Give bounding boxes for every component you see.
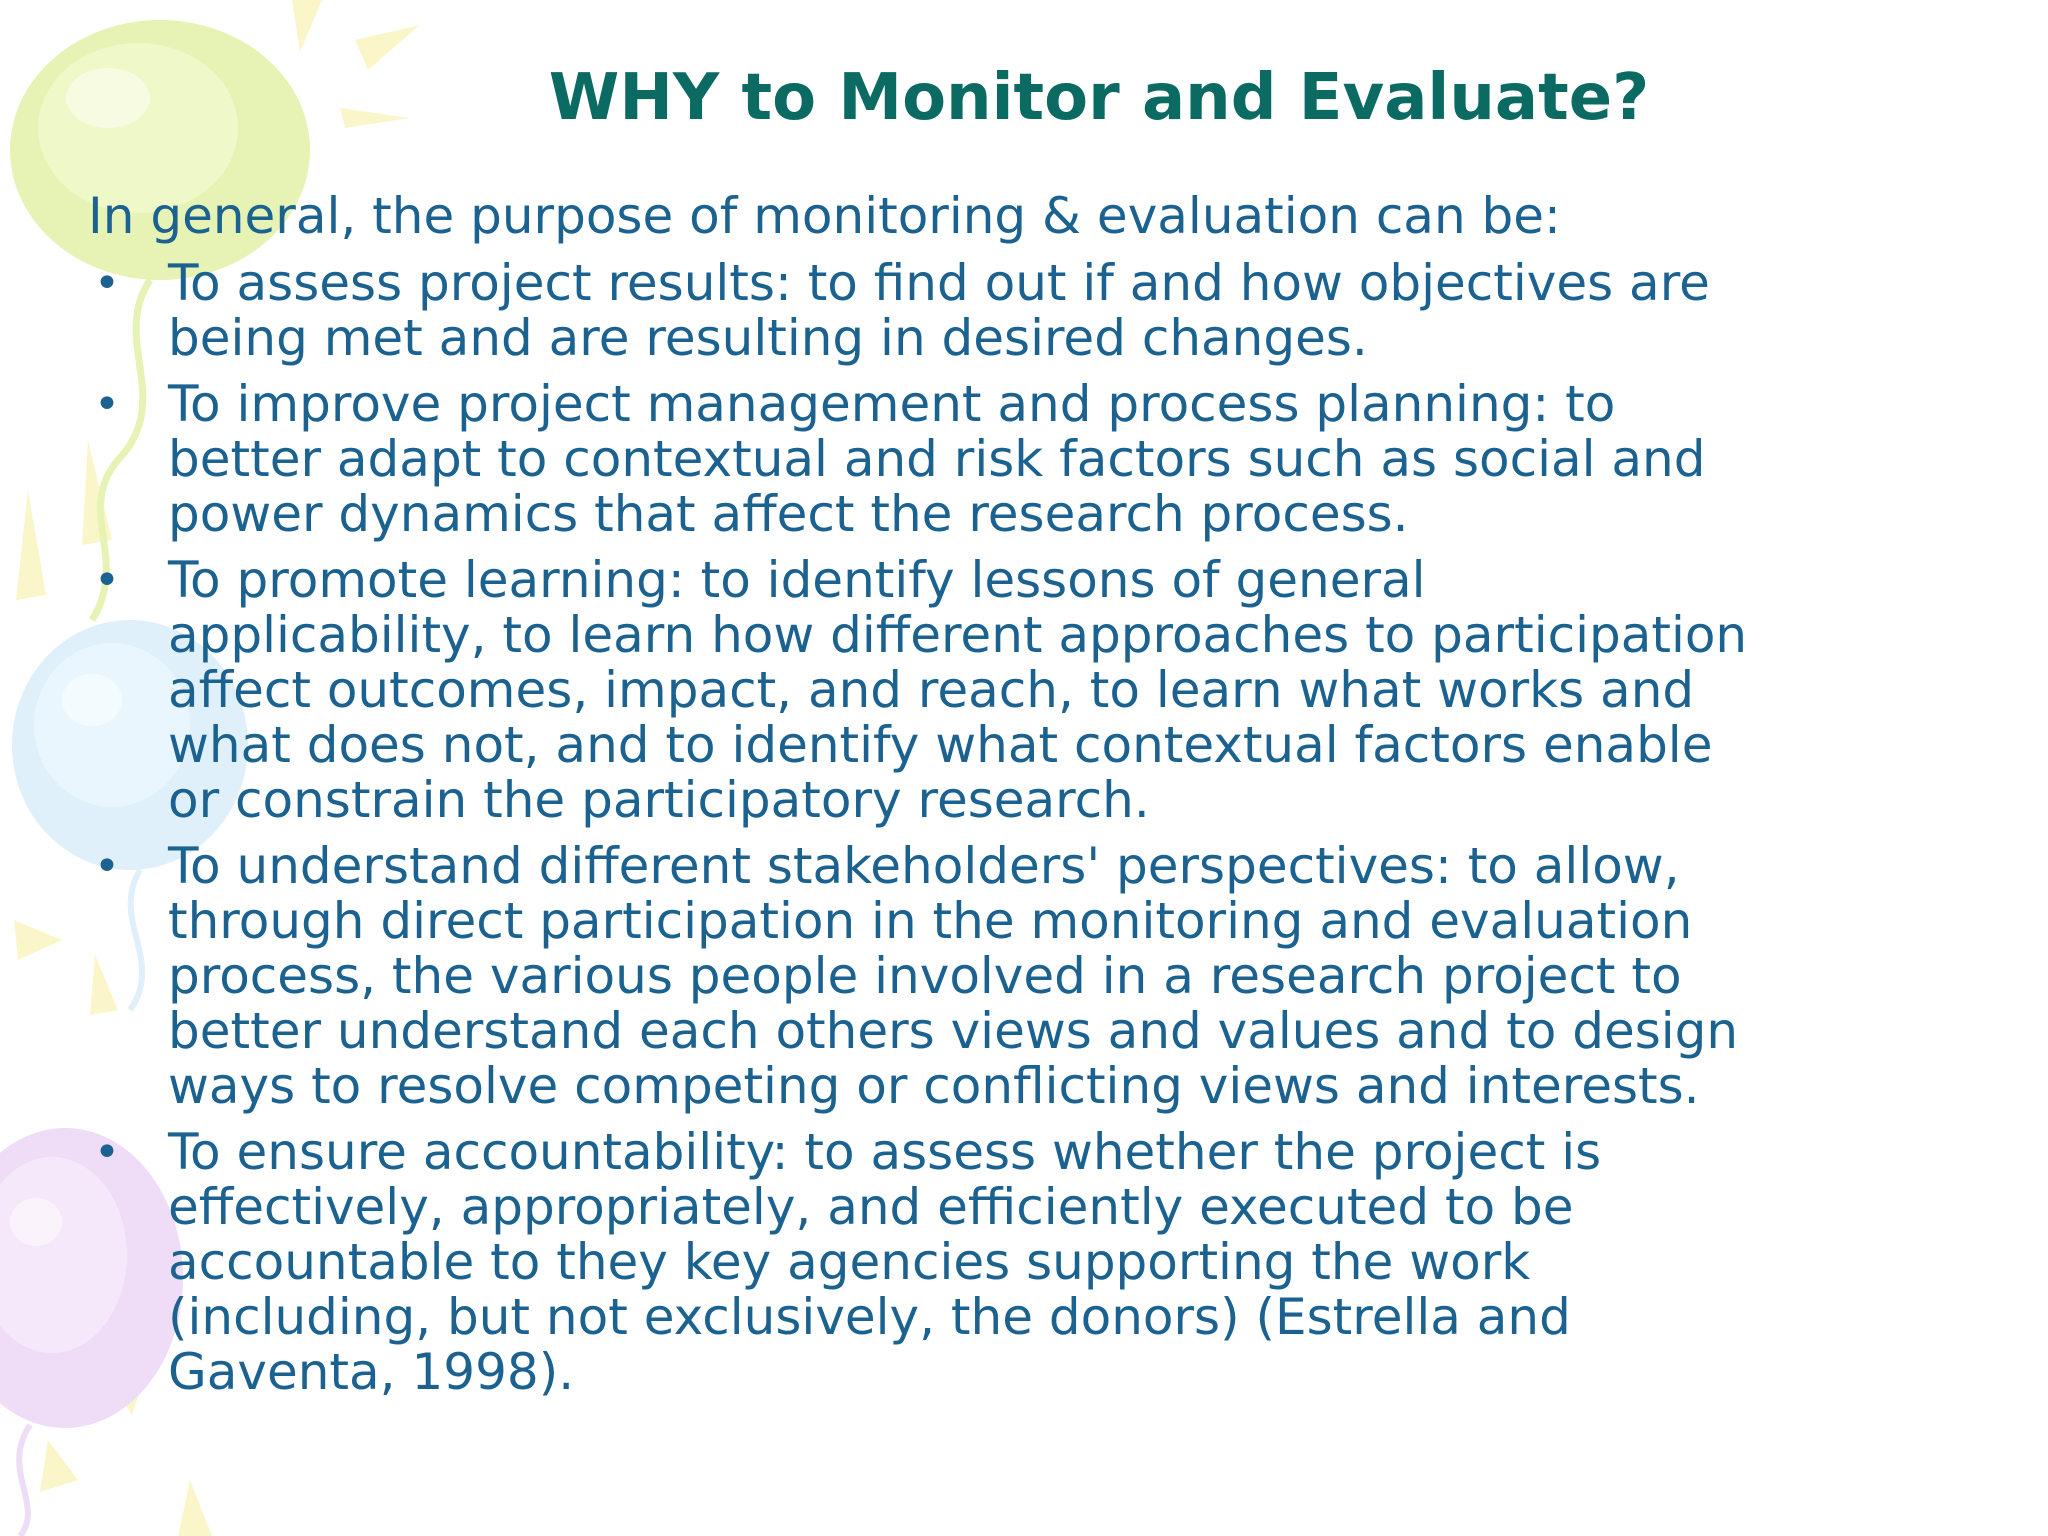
bullet-item — [88, 256, 2018, 366]
bullet-item — [88, 1125, 2018, 1400]
bullet-text-line: (including, but not exclusively, the donors) (Estrella and — [168, 1288, 1571, 1346]
bullet-text-line: or constrain the participatory research. — [168, 771, 1150, 829]
bullet-text-line: process, the various people involved in a research project to — [168, 947, 1682, 1005]
bullet-text-line: To ensure accountability: to assess whether the project is — [168, 1123, 1602, 1181]
bullet-marker: • — [94, 555, 120, 606]
bullet-text-line: Gaventa, 1998). — [168, 1343, 575, 1401]
bullet-text-line: To assess project results: to find out if and how objectives are — [168, 254, 1710, 312]
bullet-text-line: affect outcomes, impact, and reach, to learn what works and — [168, 661, 1695, 719]
bullet-marker: • — [94, 258, 120, 309]
bullet-text-line: To understand different stakeholders' perspectives: to allow, — [168, 837, 1680, 895]
slide-title: WHY to Monitor and Evaluate? — [548, 61, 1650, 135]
bullet-text-line: accountable to they key agencies supporting the work — [168, 1233, 1531, 1291]
bullet-text-line: better understand each others views and values and to design — [168, 1002, 1739, 1060]
bullet-text-line: To improve project management and process planning: to — [168, 375, 1616, 433]
bullet-text-line: effectively, appropriately, and efficiently executed to be — [168, 1178, 1574, 1236]
bullet-item — [88, 377, 2018, 542]
bullet-list — [88, 256, 2018, 1400]
bullet-item — [88, 839, 2018, 1114]
bullet-marker: • — [94, 1127, 120, 1178]
bullet-text-line: applicability, to learn how different approaches to participation — [168, 606, 1748, 664]
bullet-text-line: power dynamics that affect the research process. — [168, 485, 1409, 543]
bullet-marker: • — [94, 841, 120, 892]
intro-text: In general, the purpose of monitoring & evaluation can be: — [88, 187, 1561, 245]
bullet-text-line: being met and are resulting in desired changes. — [168, 309, 1368, 367]
bullet-text-line: To promote learning: to identify lessons of general — [168, 551, 1426, 609]
bullet-text-line: better adapt to contextual and risk factors such as social and — [168, 430, 1706, 488]
bullet-text-line: what does not, and to identify what contextual factors enable — [168, 716, 1713, 774]
slide-body — [88, 186, 2018, 1411]
bullet-text-line: through direct participation in the monitoring and evaluation — [168, 892, 1693, 950]
bullet-text-line: ways to resolve competing or conflicting views and interests. — [168, 1057, 1700, 1115]
bullet-item — [88, 553, 2018, 828]
bullet-marker: • — [94, 379, 120, 430]
